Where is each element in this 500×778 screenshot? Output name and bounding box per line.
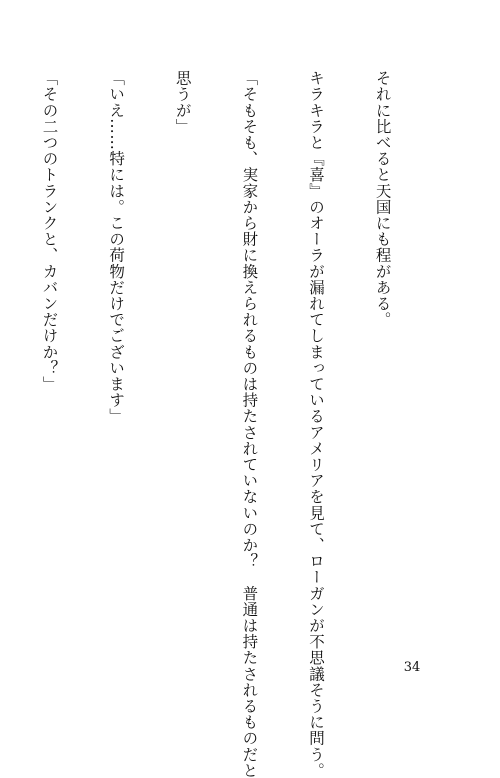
text-line: それに比べると天国にも程がある。	[373, 70, 392, 328]
text-line: 「その二つのトランクと、カバンだけか？」	[40, 70, 59, 392]
text-line: 思うが」	[173, 70, 192, 135]
text-line: キラキラと『喜』のオーラが漏れてしまっているアメリアを見て、ローガンが不思議そうに問う。	[306, 70, 325, 778]
page-number: 34	[403, 660, 421, 675]
text-line: 「そもそも、実家から財に換えられるものは持たされていないのか？ 普通は持たされるものだと	[240, 70, 259, 778]
text-line: 「いえ……特には。この荷物だけでございます」	[107, 70, 126, 425]
